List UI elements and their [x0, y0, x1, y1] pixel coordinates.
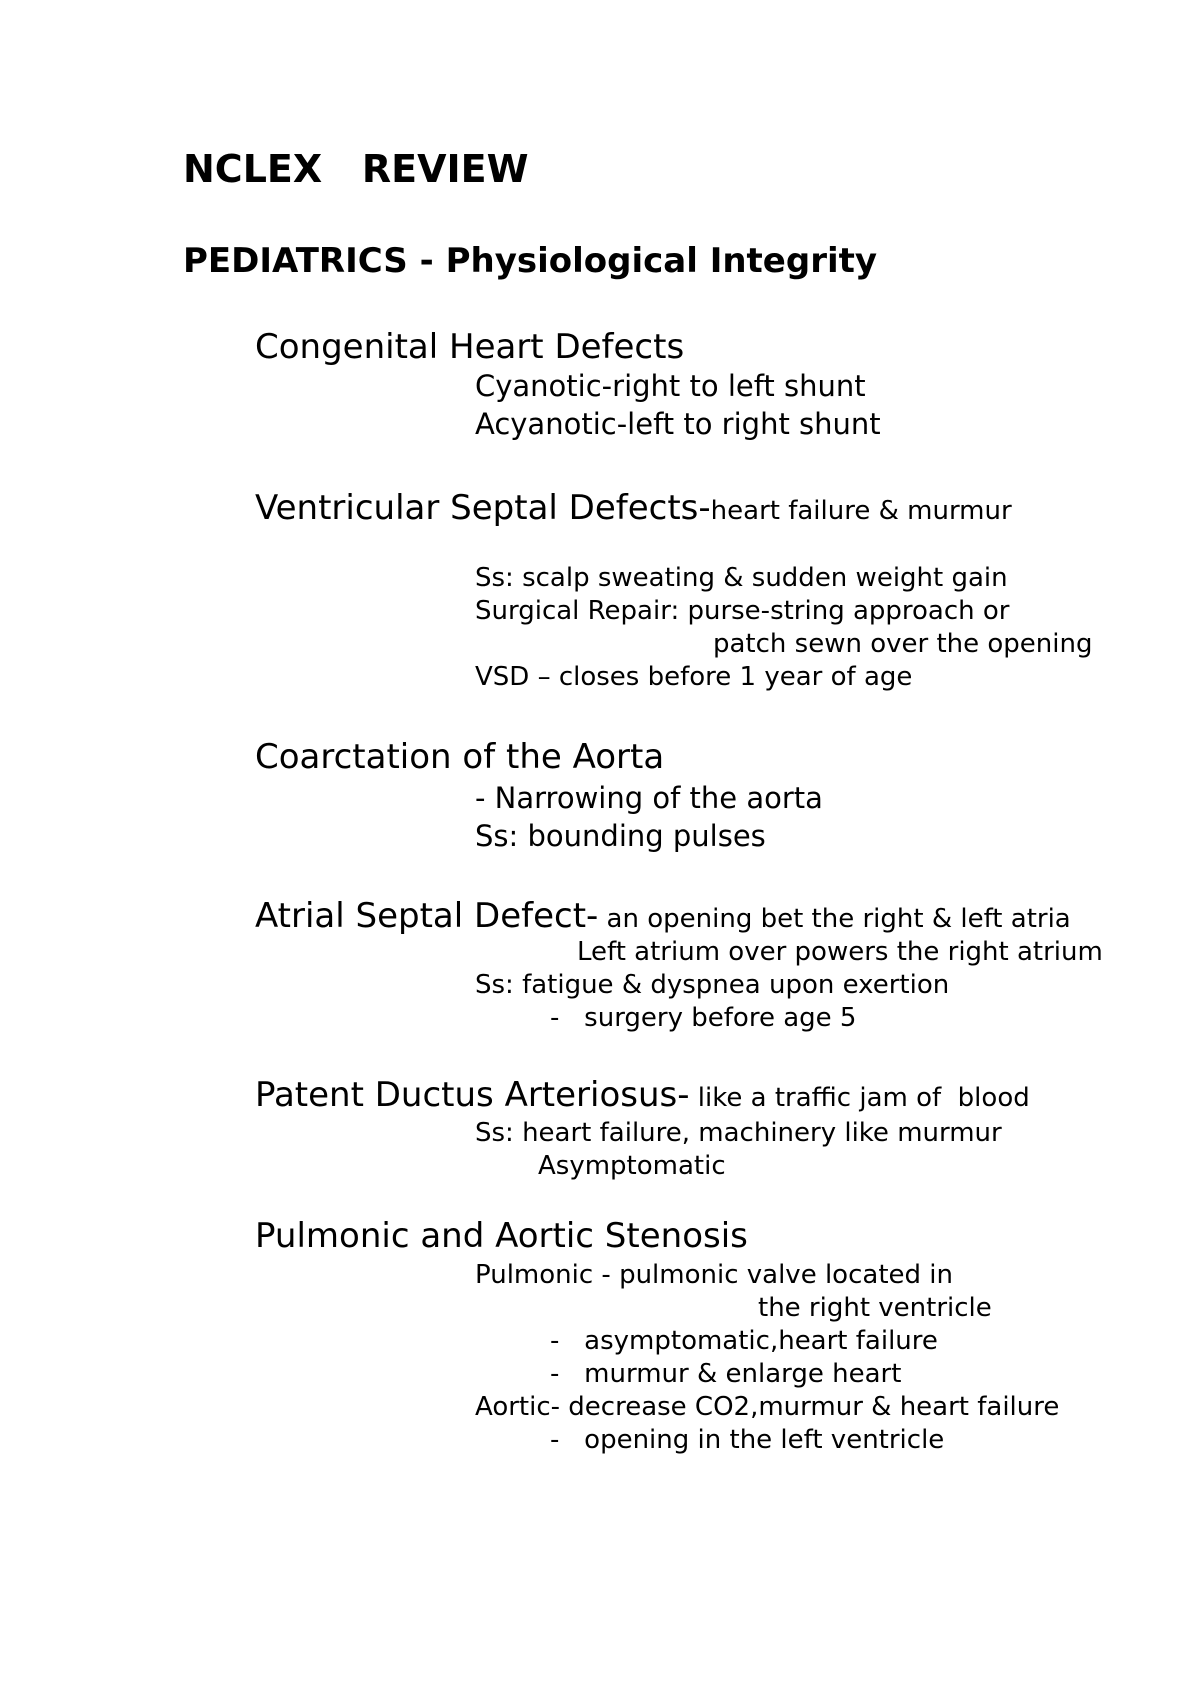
vsd-line: Ss: scalp sweating & sudden weight gain [475, 563, 1008, 593]
congenital-line: Acyanotic-left to right shunt [475, 407, 881, 441]
stenosis-line: the right ventricle [758, 1293, 992, 1323]
stenosis-line: Aortic- decrease CO2,murmur & heart failure [475, 1392, 1060, 1422]
congenital-line: Cyanotic-right to left shunt [475, 369, 866, 403]
vsd-line: VSD – closes before 1 year of age [475, 662, 913, 692]
asd-line: Ss: fatigue & dyspnea upon exertion [475, 970, 950, 1000]
pda-line: Asymptomatic [538, 1151, 726, 1181]
stenosis-line: - murmur & enlarge heart [550, 1359, 902, 1389]
stenosis-heading: Pulmonic and Aortic Stenosis [255, 1216, 748, 1256]
pda-heading-note: like a traffic jam of blood [689, 1083, 1030, 1113]
coarctation-line: Ss: bounding pulses [475, 819, 766, 853]
stenosis-line: Pulmonic - pulmonic valve located in [475, 1260, 953, 1290]
stenosis-line: - opening in the left ventricle [550, 1425, 945, 1455]
pda-line: Ss: heart failure, machinery like murmur [475, 1118, 1002, 1148]
vsd-heading-note: heart failure & murmur [710, 496, 1012, 526]
vsd-heading: Ventricular Septal Defects- [255, 488, 711, 528]
vsd-line: Surgical Repair: purse-string approach or [475, 596, 1010, 626]
stenosis-line: - asymptomatic,heart failure [550, 1326, 938, 1356]
page-title: NCLEX REVIEW [183, 147, 529, 191]
vsd-heading-row [255, 488, 1012, 528]
asd-heading-row [255, 896, 1071, 936]
pda-heading-row [255, 1075, 1030, 1115]
page-subtitle: PEDIATRICS - Physiological Integrity [183, 241, 878, 281]
coarctation-line: - Narrowing of the aorta [475, 781, 823, 815]
asd-line: - surgery before age 5 [550, 1003, 857, 1033]
asd-heading: Atrial Septal Defect- [255, 896, 599, 936]
congenital-heading: Congenital Heart Defects [255, 327, 685, 367]
asd-line: Left atrium over powers the right atrium [577, 937, 1103, 967]
vsd-line: patch sewn over the opening [713, 629, 1093, 659]
coarctation-heading: Coarctation of the Aorta [255, 737, 665, 777]
pda-heading: Patent Ductus Arteriosus- [255, 1075, 690, 1115]
asd-heading-note: an opening bet the right & left atria [598, 904, 1071, 934]
